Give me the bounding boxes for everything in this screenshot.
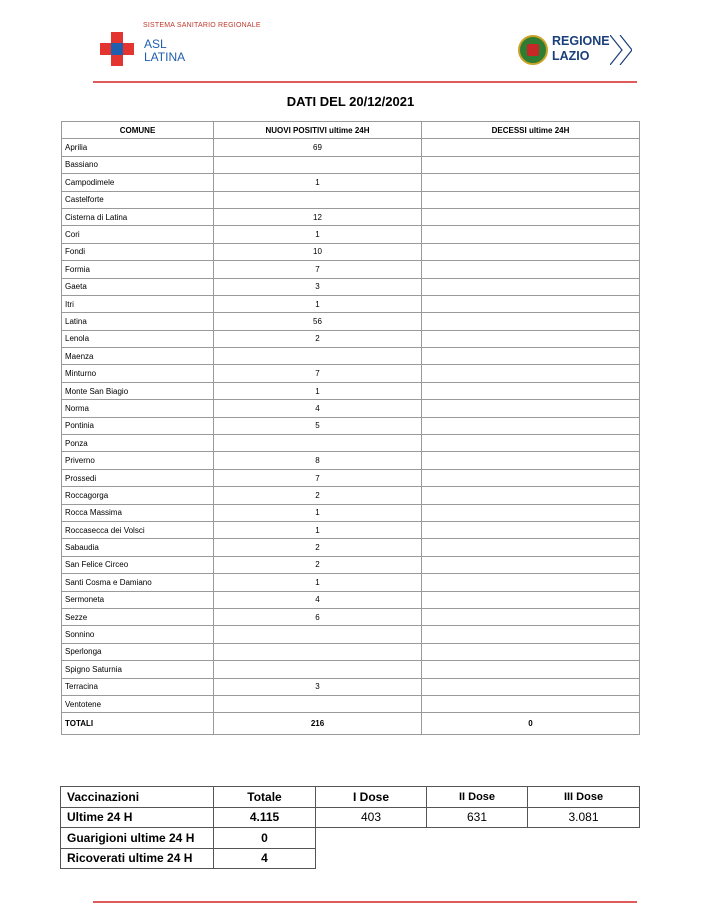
decessi-cell bbox=[422, 643, 640, 660]
comune-cell: Cisterna di Latina bbox=[62, 208, 214, 225]
table-row bbox=[62, 174, 640, 191]
decessi-cell bbox=[422, 661, 640, 678]
asl-name-line2: LATINA bbox=[144, 50, 186, 64]
comune-cell: Santi Cosma e Damiano bbox=[62, 574, 214, 591]
comune-cell: Sonnino bbox=[62, 626, 214, 643]
positivi-cell: 1 bbox=[214, 226, 422, 243]
vax-dose3: 3.081 bbox=[528, 807, 640, 828]
totals-row bbox=[62, 713, 640, 735]
decessi-cell bbox=[422, 330, 640, 347]
table-row bbox=[62, 382, 640, 399]
table-row bbox=[62, 678, 640, 695]
cases-table bbox=[61, 121, 640, 735]
table-row bbox=[62, 435, 640, 452]
positivi-cell: 1 bbox=[214, 382, 422, 399]
positivi-cell: 1 bbox=[214, 521, 422, 538]
lazio-chevron-icon bbox=[610, 35, 632, 65]
comune-cell: San Felice Circeo bbox=[62, 556, 214, 573]
positivi-cell: 1 bbox=[214, 295, 422, 312]
decessi-cell bbox=[422, 139, 640, 156]
comune-cell: Sezze bbox=[62, 608, 214, 625]
positivi-cell: 2 bbox=[214, 330, 422, 347]
positivi-cell: 56 bbox=[214, 313, 422, 330]
table-row bbox=[62, 365, 640, 382]
positivi-cell: 69 bbox=[214, 139, 422, 156]
positivi-cell bbox=[214, 191, 422, 208]
header-divider bbox=[93, 81, 637, 83]
positivi-cell bbox=[214, 435, 422, 452]
positivi-cell: 1 bbox=[214, 574, 422, 591]
table-row bbox=[62, 208, 640, 225]
vax-col-dose3: III Dose bbox=[528, 787, 640, 808]
regione-lazio-logo bbox=[518, 33, 634, 67]
comune-cell: Norma bbox=[62, 400, 214, 417]
comune-cell: Pontinia bbox=[62, 417, 214, 434]
table-row bbox=[62, 608, 640, 625]
asl-name bbox=[144, 38, 185, 64]
comune-cell: Roccagorga bbox=[62, 487, 214, 504]
comune-cell: Itri bbox=[62, 295, 214, 312]
positivi-cell bbox=[214, 695, 422, 712]
vax-col-dose2: II Dose bbox=[427, 787, 528, 808]
table-row bbox=[62, 226, 640, 243]
regione-lazio-text bbox=[552, 34, 610, 64]
vax-header-label: Vaccinazioni bbox=[61, 787, 214, 808]
decessi-cell bbox=[422, 261, 640, 278]
decessi-cell bbox=[422, 365, 640, 382]
asl-name-line1: ASL bbox=[144, 37, 167, 51]
guarigioni-row bbox=[61, 828, 640, 849]
comune-cell: Sperlonga bbox=[62, 643, 214, 660]
table-row bbox=[62, 452, 640, 469]
decessi-cell bbox=[422, 208, 640, 225]
table-row bbox=[62, 139, 640, 156]
table-row bbox=[62, 695, 640, 712]
comune-cell: Monte San Biagio bbox=[62, 382, 214, 399]
positivi-cell bbox=[214, 661, 422, 678]
comune-cell: Campodimele bbox=[62, 174, 214, 191]
vax-dose1: 403 bbox=[316, 807, 427, 828]
comune-cell: Formia bbox=[62, 261, 214, 278]
table-row bbox=[62, 400, 640, 417]
comune-cell: Roccasecca dei Volsci bbox=[62, 521, 214, 538]
table-row bbox=[62, 330, 640, 347]
table-row bbox=[62, 295, 640, 312]
positivi-cell: 8 bbox=[214, 452, 422, 469]
positivi-cell bbox=[214, 156, 422, 173]
comune-cell: Castelforte bbox=[62, 191, 214, 208]
positivi-cell: 12 bbox=[214, 208, 422, 225]
positivi-cell: 2 bbox=[214, 556, 422, 573]
comune-cell: Sermoneta bbox=[62, 591, 214, 608]
positivi-cell: 10 bbox=[214, 243, 422, 260]
decessi-cell bbox=[422, 400, 640, 417]
table-row bbox=[62, 313, 640, 330]
table-row bbox=[62, 243, 640, 260]
decessi-cell bbox=[422, 278, 640, 295]
comune-cell: Maenza bbox=[62, 348, 214, 365]
positivi-cell: 7 bbox=[214, 469, 422, 486]
comune-cell: Spigno Saturnia bbox=[62, 661, 214, 678]
comune-cell: Gaeta bbox=[62, 278, 214, 295]
comune-cell: Latina bbox=[62, 313, 214, 330]
decessi-cell bbox=[422, 226, 640, 243]
comune-cell: Priverno bbox=[62, 452, 214, 469]
col-decessi: DECESSI ultime 24H bbox=[422, 122, 640, 139]
comune-cell: Bassiano bbox=[62, 156, 214, 173]
table-row bbox=[62, 417, 640, 434]
vax-col-dose1: I Dose bbox=[316, 787, 427, 808]
footer-divider bbox=[93, 901, 637, 903]
decessi-cell bbox=[422, 191, 640, 208]
comune-cell: Rocca Massima bbox=[62, 504, 214, 521]
decessi-cell bbox=[422, 313, 640, 330]
regione-line1: REGIONE bbox=[552, 34, 610, 48]
decessi-cell bbox=[422, 556, 640, 573]
positivi-cell: 2 bbox=[214, 539, 422, 556]
decessi-cell bbox=[422, 521, 640, 538]
decessi-cell bbox=[422, 539, 640, 556]
vax-dose2: 631 bbox=[427, 807, 528, 828]
decessi-cell bbox=[422, 608, 640, 625]
table-row bbox=[62, 504, 640, 521]
vax-col-totale: Totale bbox=[214, 787, 316, 808]
decessi-cell bbox=[422, 469, 640, 486]
positivi-cell: 6 bbox=[214, 608, 422, 625]
table-row bbox=[62, 521, 640, 538]
comune-cell: Lenola bbox=[62, 330, 214, 347]
decessi-cell bbox=[422, 678, 640, 695]
comune-cell: Terracina bbox=[62, 678, 214, 695]
table-row bbox=[62, 348, 640, 365]
decessi-cell bbox=[422, 382, 640, 399]
table-header-row bbox=[62, 122, 640, 139]
comune-cell: Sabaudia bbox=[62, 539, 214, 556]
decessi-cell bbox=[422, 435, 640, 452]
lazio-emblem-icon bbox=[518, 35, 548, 65]
decessi-cell bbox=[422, 295, 640, 312]
col-positivi: NUOVI POSITIVI ultime 24H bbox=[214, 122, 422, 139]
comune-cell: Prossedi bbox=[62, 469, 214, 486]
decessi-cell bbox=[422, 487, 640, 504]
table-row bbox=[62, 278, 640, 295]
decessi-cell bbox=[422, 348, 640, 365]
decessi-cell bbox=[422, 574, 640, 591]
table-row bbox=[62, 556, 640, 573]
decessi-cell bbox=[422, 174, 640, 191]
table-row bbox=[62, 261, 640, 278]
page-header bbox=[0, 0, 701, 90]
positivi-cell: 4 bbox=[214, 400, 422, 417]
table-row bbox=[62, 191, 640, 208]
table-row bbox=[62, 487, 640, 504]
decessi-cell bbox=[422, 243, 640, 260]
vax-values-row bbox=[61, 807, 640, 828]
totals-positivi: 216 bbox=[214, 713, 422, 735]
comune-cell: Fondi bbox=[62, 243, 214, 260]
vax-row-label: Ultime 24 H bbox=[61, 807, 214, 828]
vaccination-table bbox=[60, 786, 640, 869]
decessi-cell bbox=[422, 156, 640, 173]
decessi-cell bbox=[422, 504, 640, 521]
decessi-cell bbox=[422, 626, 640, 643]
table-row bbox=[62, 626, 640, 643]
positivi-cell bbox=[214, 626, 422, 643]
comune-cell: Ventotene bbox=[62, 695, 214, 712]
positivi-cell: 3 bbox=[214, 678, 422, 695]
positivi-cell: 7 bbox=[214, 365, 422, 382]
col-comune: COMUNE bbox=[62, 122, 214, 139]
positivi-cell: 1 bbox=[214, 174, 422, 191]
table-row bbox=[62, 643, 640, 660]
positivi-cell: 5 bbox=[214, 417, 422, 434]
comune-cell: Ponza bbox=[62, 435, 214, 452]
table-row bbox=[62, 574, 640, 591]
table-row bbox=[62, 156, 640, 173]
vax-header-row bbox=[61, 787, 640, 808]
decessi-cell bbox=[422, 452, 640, 469]
positivi-cell: 3 bbox=[214, 278, 422, 295]
decessi-cell bbox=[422, 417, 640, 434]
table-row bbox=[62, 661, 640, 678]
table-row bbox=[62, 591, 640, 608]
totals-label: TOTALI bbox=[62, 713, 214, 735]
table-row bbox=[62, 539, 640, 556]
decessi-cell bbox=[422, 695, 640, 712]
vax-totale: 4.115 bbox=[214, 807, 316, 828]
positivi-cell: 7 bbox=[214, 261, 422, 278]
page-title: DATI DEL 20/12/2021 bbox=[286, 94, 415, 109]
regione-line2: LAZIO bbox=[552, 49, 590, 63]
positivi-cell: 4 bbox=[214, 591, 422, 608]
asl-cross-logo-icon bbox=[100, 32, 134, 66]
positivi-cell bbox=[214, 348, 422, 365]
decessi-cell bbox=[422, 591, 640, 608]
ricoverati-label: Ricoverati ultime 24 H bbox=[61, 848, 214, 869]
ssr-label: SISTEMA SANITARIO REGIONALE bbox=[143, 22, 261, 29]
ricoverati-row bbox=[61, 848, 640, 869]
positivi-cell: 1 bbox=[214, 504, 422, 521]
guarigioni-label: Guarigioni ultime 24 H bbox=[61, 828, 214, 849]
totals-decessi: 0 bbox=[422, 713, 640, 735]
comune-cell: Minturno bbox=[62, 365, 214, 382]
ricoverati-value: 4 bbox=[214, 848, 316, 869]
guarigioni-value: 0 bbox=[214, 828, 316, 849]
table-row bbox=[62, 469, 640, 486]
positivi-cell: 2 bbox=[214, 487, 422, 504]
comune-cell: Cori bbox=[62, 226, 214, 243]
positivi-cell bbox=[214, 643, 422, 660]
comune-cell: Aprilia bbox=[62, 139, 214, 156]
